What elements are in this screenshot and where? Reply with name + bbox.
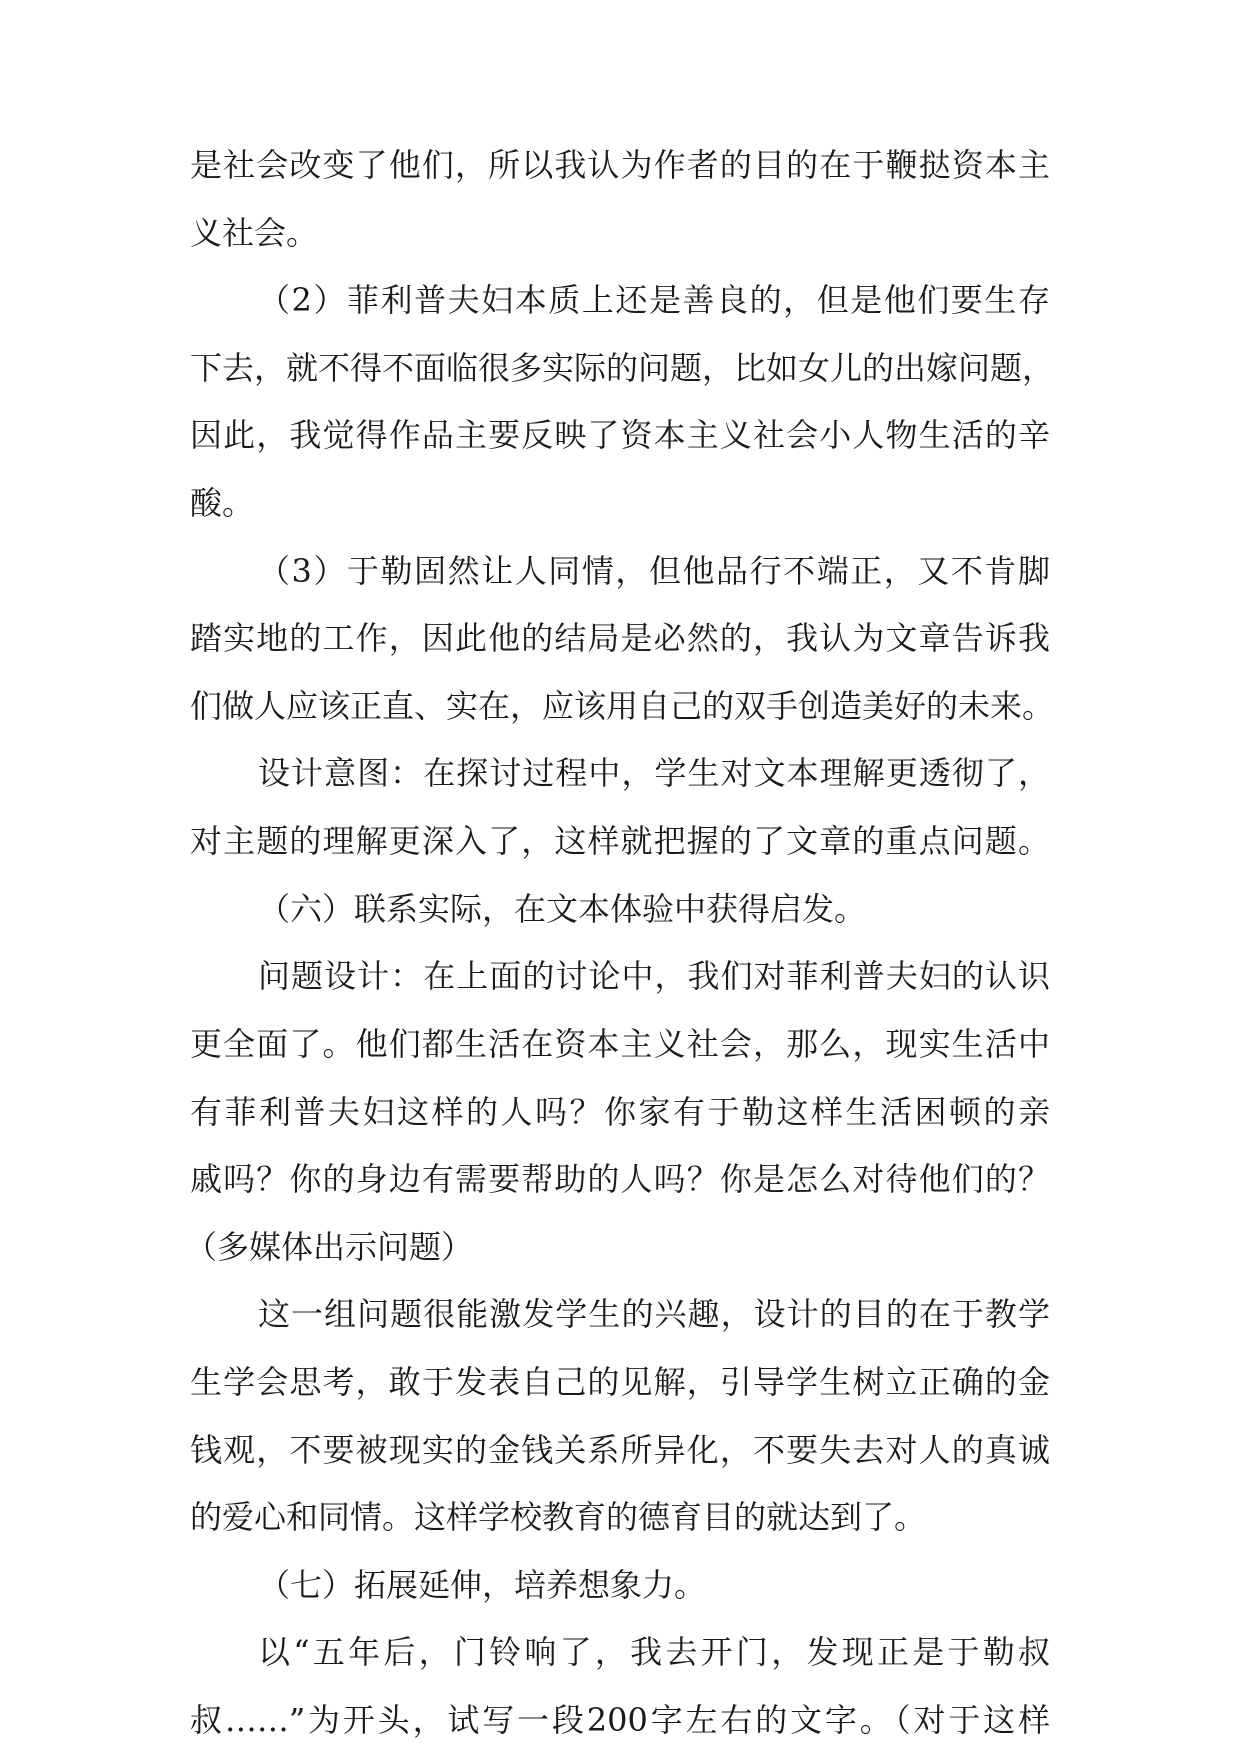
text-line: （3）于勒固然让人同情，但他品行不端正，又不肯脚 <box>258 552 1050 590</box>
section-heading: （六）联系实际，在文本体验中获得启发。 <box>258 890 867 928</box>
section-heading: （七）拓展延伸，培养想象力。 <box>258 1566 707 1604</box>
text-line: 以“五年后，门铃响了，我去开门，发现正是于勒叔 <box>258 1633 1050 1671</box>
text-line: 叔……”为开头，试写一段200字左右的文字。（对于这样 <box>190 1701 1050 1739</box>
text-line: 更全面了。他们都生活在资本主义社会，那么，现实生活中 <box>190 1025 1050 1063</box>
text-line: 这一组问题很能激发学生的兴趣，设计的目的在于教学 <box>258 1295 1050 1333</box>
text-line: 戚吗？你的身边有需要帮助的人吗？你是怎么对待他们的？ <box>190 1160 1050 1198</box>
text-line: 踏实地的工作，因此他的结局是必然的，我认为文章告诉我 <box>190 619 1050 657</box>
text-line: 钱观，不要被现实的金钱关系所异化，不要失去对人的真诚 <box>190 1431 1050 1469</box>
text-line: 生学会思考，敢于发表自己的见解，引导学生树立正确的金 <box>190 1363 1050 1401</box>
text-line: 的爱心和同情。这样学校教育的德育目的就达到了。 <box>190 1498 927 1536</box>
text-line: 有菲利普夫妇这样的人吗？你家有于勒这样生活困顿的亲 <box>190 1093 1050 1131</box>
text-line: 设计意图：在探讨过程中，学生对文本理解更透彻了， <box>258 754 1050 792</box>
text-line: 对主题的理解更深入了，这样就把握的了文章的重点问题。 <box>190 822 1050 860</box>
text-line: 问题设计：在上面的讨论中，我们对菲利普夫妇的认识 <box>258 957 1050 995</box>
text-line: 因此，我觉得作品主要反映了资本主义社会小人物生活的辛 <box>190 416 1050 454</box>
text-line: 义社会。 <box>190 214 319 252</box>
text-line: （2）菲利普夫妇本质上还是善良的，但是他们要生存 <box>258 281 1050 319</box>
text-line: 下去，就不得不面临很多实际的问题，比如女儿的出嫁问题， <box>190 349 1055 387</box>
text-line: 酸。 <box>190 484 255 522</box>
text-line: （多媒体出示问题） <box>185 1228 474 1266</box>
text-line: 是社会改变了他们，所以我认为作者的目的在于鞭挞资本主 <box>190 146 1050 184</box>
text-line: 们做人应该正直、实在，应该用自己的双手创造美好的未来。 <box>190 687 1055 725</box>
